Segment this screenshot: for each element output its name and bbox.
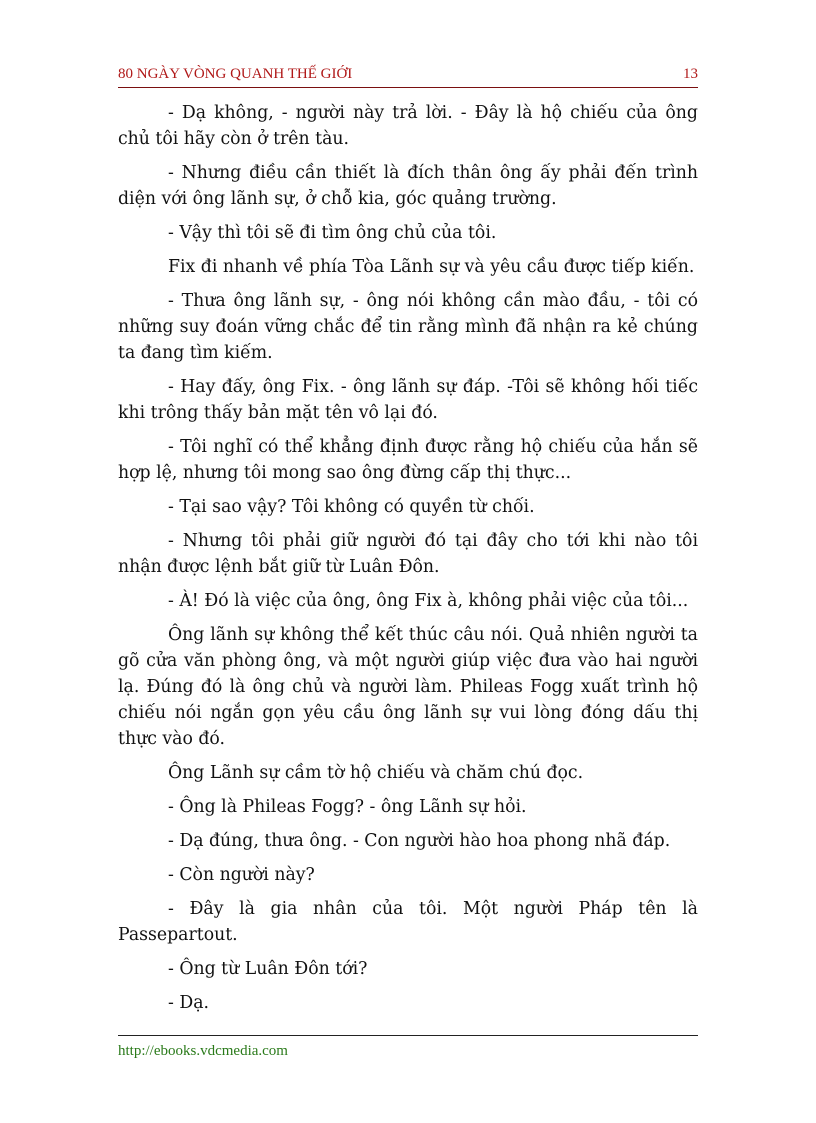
paragraph: - Tại sao vậy? Tôi không có quyền từ chối.	[168, 497, 535, 517]
paragraph: - Dạ.	[168, 993, 209, 1013]
paragraph: - Còn người này?	[168, 865, 315, 885]
paragraph: - Hay đấy, ông Fix. - ông lãnh sự đáp. -Tôi sẽ không hối tiếc khi trông thấy bản mặt tên vô lại đó.	[118, 377, 698, 423]
running-header	[118, 63, 698, 88]
book-title: 80 NGÀY VÒNG QUANH THẾ GIỚI	[118, 66, 353, 82]
paragraph: - Đây là gia nhân của tôi. Một người Pháp tên là Passepartout.	[118, 899, 698, 945]
paragraph: - Tôi nghĩ có thể khẳng định được rằng hộ chiếu của hắn sẽ hợp lệ, nhưng tôi mong sao ông đừng cấp thị thực...	[118, 437, 698, 483]
paragraph: - Dạ không, - người này trả lời. - Đây là hộ chiếu của ông chủ tôi hãy còn ở trên tàu.	[118, 103, 698, 149]
paragraph: - Ông từ Luân Đôn tới?	[168, 959, 368, 979]
page-body	[118, 100, 698, 1024]
paragraph: - Nhưng điều cần thiết là đích thân ông ấy phải đến trình diện với ông lãnh sự, ở chỗ kia, góc quảng trường.	[118, 163, 698, 209]
paragraph: Fix đi nhanh về phía Tòa Lãnh sự và yêu cầu được tiếp kiến.	[168, 257, 695, 277]
paragraph: - Thưa ông lãnh sự, - ông nói không cần mào đầu, - tôi có những suy đoán vững chắc để tin rằng mình đã nhận ra kẻ chúng ta đang tìm kiếm.	[118, 291, 698, 363]
paragraph: - À! Đó là việc của ông, ông Fix à, không phải việc của tôi...	[168, 591, 689, 611]
paragraph: Ông Lãnh sự cầm tờ hộ chiếu và chăm chú đọc.	[168, 763, 584, 783]
page-number: 13	[683, 66, 698, 82]
paragraph: - Nhưng tôi phải giữ người đó tại đây cho tới khi nào tôi nhận được lệnh bắt giữ từ Luân Đôn.	[118, 531, 698, 577]
footer-divider	[118, 1035, 698, 1036]
paragraph: - Dạ đúng, thưa ông. - Con người hào hoa phong nhã đáp.	[168, 831, 671, 851]
paragraph: - Vậy thì tôi sẽ đi tìm ông chủ của tôi.	[168, 223, 497, 243]
paragraph: Ông lãnh sự không thể kết thúc câu nói. Quả nhiên người ta gõ cửa văn phòng ông, và một người giúp việc đưa vào hai người lạ. Đúng đó là ông chủ và người làm. Phileas Fogg xuất trình hộ chiếu nói ngắn gọn yêu cầu ông lãnh sự vui lòng đóng dấu thị thực vào đó.	[118, 625, 698, 749]
paragraph: - Ông là Phileas Fogg? - ông Lãnh sự hỏi.	[168, 797, 527, 817]
footer-url-link[interactable]: http://ebooks.vdcmedia.com	[118, 1043, 288, 1059]
